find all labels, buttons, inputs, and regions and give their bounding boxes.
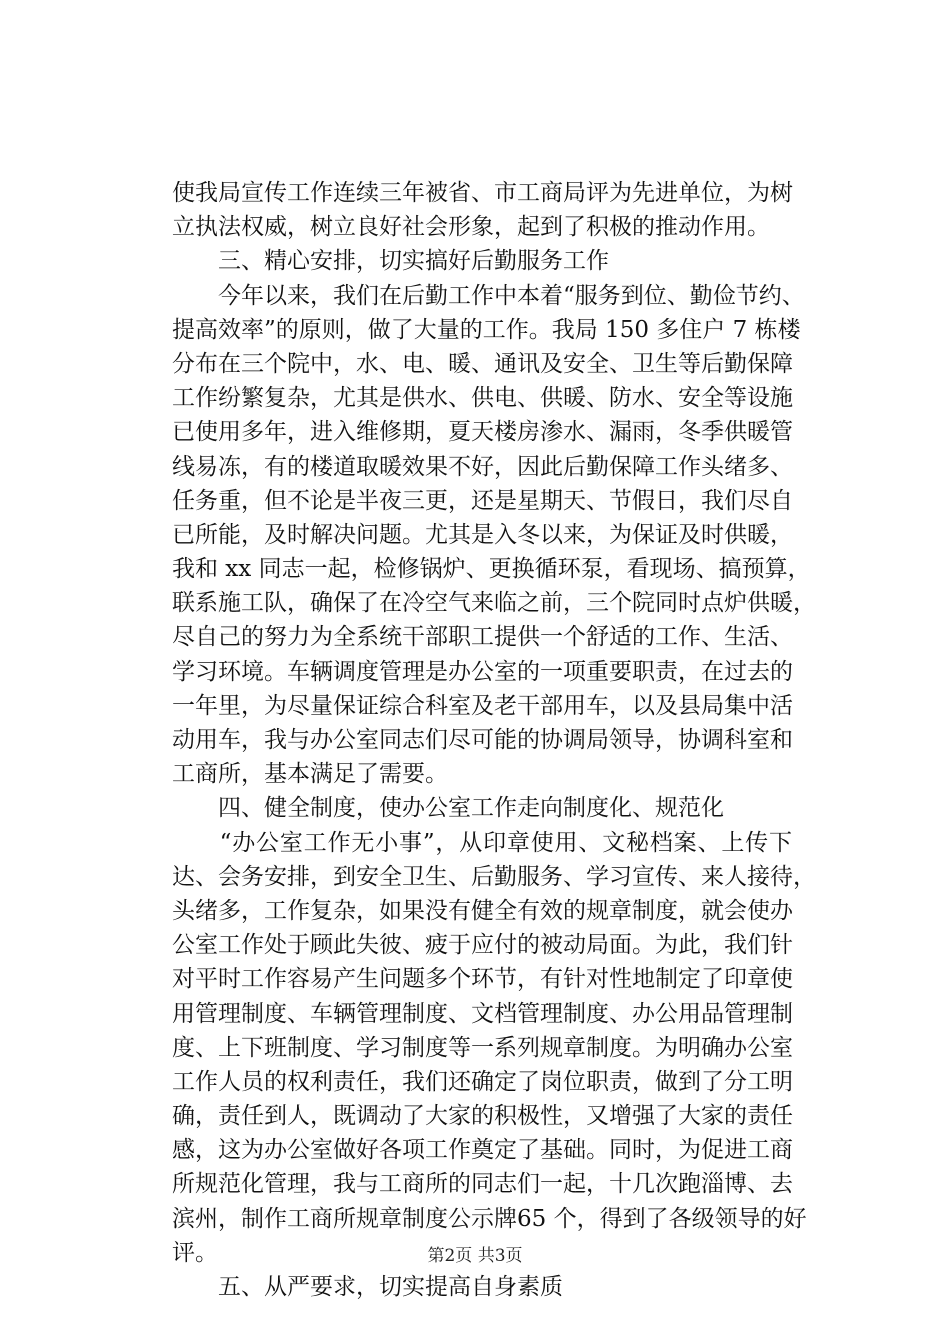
text-line: 对平时工作容易产生问题多个环节，有针对性地制定了印章使 <box>172 966 793 993</box>
text-line: 滨州，制作工商所规章制度公示牌65 个，得到了各级领导的好 <box>172 1205 807 1232</box>
text-line: 工作纷繁复杂，尤其是供水、供电、供暖、防水、安全等设施 <box>172 385 793 412</box>
text-line: 使我局宣传工作连续三年被省、市工商局评为先进单位，为树 <box>172 180 793 206</box>
text-line: 一年里，为尽量保证综合科室及老干部用车，以及县局集中活 <box>172 692 793 719</box>
document-body <box>172 176 816 1304</box>
text-line: 立执法权威，树立良好社会形象，起到了积极的推动作用。 <box>172 214 770 241</box>
text-line: 三、精心安排，切实搞好后勤服务工作 <box>172 248 609 275</box>
text-line: 所规范化管理，我与工商所的同志们一起，十几次跑淄博、去 <box>172 1171 793 1198</box>
text-line: 尽自己的努力为全系统干部职工提供一个舒适的工作、生活、 <box>172 624 793 651</box>
text-line: 提高效率”的原则，做了大量的工作。我局 150 多住户 7 栋楼 <box>172 316 801 343</box>
text-line: 五、从严要求，切实提高自身素质 <box>172 1274 563 1300</box>
text-line: 线易冻，有的楼道取暖效果不好，因此后勤保障工作头绪多、 <box>172 453 793 480</box>
page-footer: 第2页 共3页 <box>427 1246 523 1266</box>
text-line: 今年以来，我们在后勤工作中本着“服务到位、勤俭节约、 <box>172 282 805 309</box>
text-line: 公室工作处于顾此失彼、疲于应付的被动局面。为此，我们针 <box>172 932 793 959</box>
text-line: 已使用多年，进入维修期，夏天楼房渗水、漏雨，冬季供暖管 <box>172 419 793 446</box>
text-line: 确，责任到人，既调动了大家的积极性，又增强了大家的责任 <box>172 1103 793 1130</box>
text-line: 工作人员的权利责任，我们还确定了岗位职责，做到了分工明 <box>172 1068 793 1095</box>
text-line: 度、上下班制度、学习制度等一系列规章制度。为明确办公室 <box>172 1034 793 1061</box>
text-line: 头绪多，工作复杂，如果没有健全有效的规章制度，就会使办 <box>172 897 793 924</box>
text-line: 用管理制度、车辆管理制度、文档管理制度、办公用品管理制 <box>172 1000 793 1027</box>
text-line: 工商所，基本满足了需要。 <box>172 761 448 788</box>
text-line: 评。 <box>172 1239 218 1266</box>
text-line: 四、健全制度，使办公室工作走向制度化、规范化 <box>172 795 724 822</box>
text-line: 达、会务安排，到安全卫生、后勤服务、学习宣传、来人接待， <box>172 863 816 890</box>
text-line: “办公室工作无小事”，从印章使用、文秘档案、上传下 <box>172 829 792 856</box>
text-line: 学习环境。车辆调度管理是办公室的一项重要职责，在过去的 <box>172 658 793 685</box>
text-line: 分布在三个院中，水、电、暖、通讯及安全、卫生等后勤保障 <box>172 350 793 377</box>
text-line: 已所能，及时解决问题。尤其是入冬以来，为保证及时供暖， <box>172 521 793 548</box>
text-line: 任务重，但不论是半夜三更，还是星期天、节假日，我们尽自 <box>172 487 793 514</box>
text-line: 联系施工队，确保了在冷空气来临之前，三个院同时点炉供暖， <box>172 590 816 617</box>
text-line: 感，这为办公室做好各项工作奠定了基础。同时，为促进工商 <box>172 1137 793 1164</box>
text-line: 动用车，我与办公室同志们尽可能的协调局领导，协调科室和 <box>172 727 793 753</box>
text-line: 我和 xx 同志一起，检修锅炉、更换循环泵，看现场、搞预算， <box>172 556 811 583</box>
